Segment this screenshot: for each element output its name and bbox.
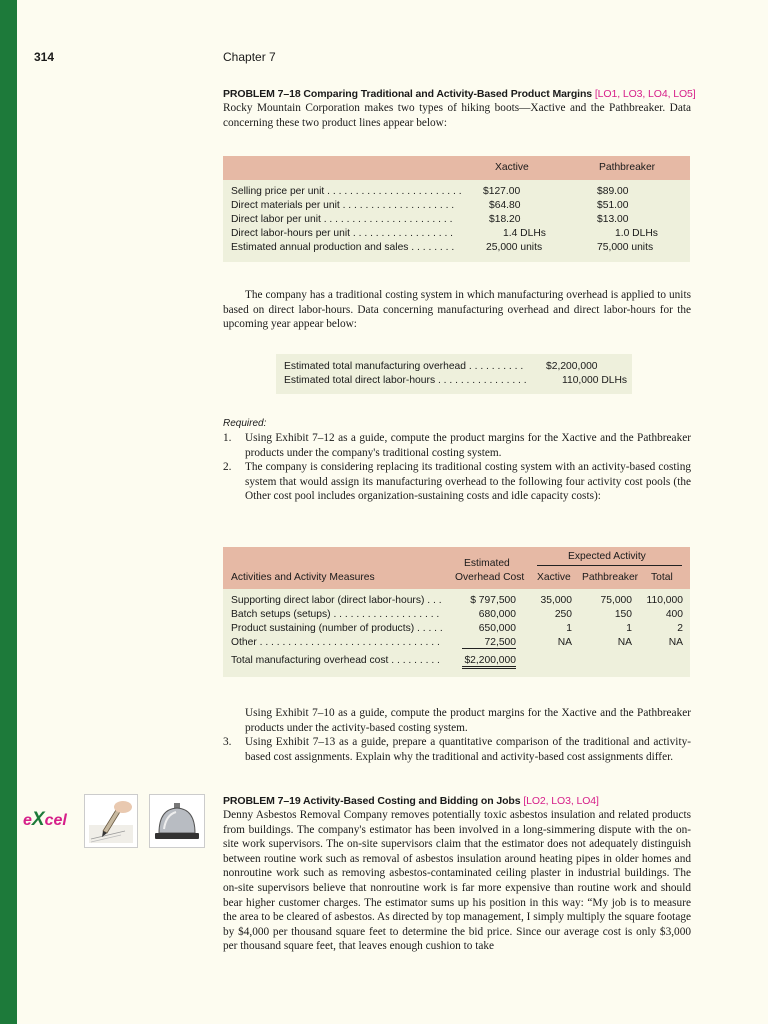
header-expected-activity: Expected Activity [568,551,646,562]
total-activity: 110,000 [646,595,683,606]
problem-19-objectives: [LO2, LO3, LO4] [523,795,599,807]
row-label: Selling price per unit . . . . . . . . . . . . . . . . . . . . . . . . [231,186,462,197]
problem-18-title-text: PROBLEM 7–18 Comparing Traditional and Activity-Based Product Margins [223,88,593,100]
overhead-summary-table [276,354,632,394]
problem-18-intro: Rocky Mountain Corporation makes two types of hiking boots—Xactive and the Pathbreaker. Data concerning these two product lines appear below: [223,102,691,129]
pathbreaker-activity: 150 [614,609,632,620]
row-label: Direct labor-hours per unit . . . . . . . . . . . . . . . . . . [231,228,454,239]
row-label: Estimated total direct labor-hours . . . . . . . . . . . . . . . . [284,375,527,386]
total-activity: NA [668,637,683,648]
pathbreaker-value: 75,000 units [597,242,654,253]
xactive-activity: NA [557,637,572,648]
activity-table-header [223,547,690,589]
excel-logo-x: X [31,809,45,830]
pathbreaker-activity: 1 [626,623,632,634]
required-list-continued [223,706,691,764]
row-label: Estimated total manufacturing overhead . . . . . . . . . . [284,361,524,372]
pen-writing-icon [84,794,138,848]
item-number: 3. [223,736,232,749]
row-label: Direct labor per unit . . . . . . . . . . . . . . . . . . . . . . . [231,214,453,225]
pathbreaker-value: $13.00 [597,214,629,225]
problem-19-title-text: PROBLEM 7–19 Activity-Based Costing and Bidding on Jobs [223,795,521,807]
total-label: Total manufacturing overhead cost . . . . . . . . . [231,655,440,666]
excel-logo [23,809,67,831]
green-margin-bar [0,0,17,1024]
list-item [223,460,691,504]
table-row [231,214,686,228]
total-overhead-cost: $2,200,000 [462,655,516,669]
row-label: Batch setups (setups) . . . . . . . . . . . . . . . . . . . [231,609,440,620]
item-number: 2. [223,461,232,474]
problem-18-objectives: [LO1, LO3, LO4, LO5] [594,88,696,100]
xactive-value: $64.80 [489,200,521,211]
list-item [223,735,691,764]
row-label: Supporting direct labor (direct labor-hours) . . . [231,595,442,606]
overhead-cost: 650,000 [478,623,516,634]
xactive-activity: 250 [554,609,572,620]
xactive-activity: 35,000 [540,595,572,606]
pathbreaker-value: $51.00 [597,200,629,211]
pathbreaker-value: 1.0 DLHs [615,228,658,239]
overhead-cost: $ 797,500 [470,595,516,606]
row-value: 110,000 DLHs [562,375,628,386]
expected-activity-rule [537,565,682,566]
table-row [231,242,686,256]
problem-18-paragraph-2: The company has a traditional costing system in which manufacturing overhead is applied to units based on direct labor-hours. Data concerning manufacturing overhead and direct labor-hours for the upcoming year appear below: [223,289,691,331]
problem-19-title [223,795,599,807]
xactive-value: 25,000 units [486,242,543,253]
xactive-activity: 1 [566,623,572,634]
xactive-value: $18.20 [489,214,521,225]
header-pathbreaker: Pathbreaker [599,162,656,173]
xactive-value: $127.00 [483,186,521,197]
activity-cost-pool-table [223,547,690,677]
excel-logo-e: e [23,812,32,829]
table-row [231,200,686,214]
item-text: Using Exhibit 7–10 as a guide, compute the product margins for the Xactive and the Pathbreaker products under the activity-based costing system. [245,707,691,734]
problem-19-body: Denny Asbestos Removal Company removes potentially toxic asbestos insulation and related products from buildings. The company's estimator has been involved in a long-simmering dispute with the on-site work supervisors. The on-site supervisors claim that the estimator does not adequately distinguish between routine work such as removal of asbestos insulation around heating pipes in older homes and nonroutine work such as removing asbestos-contaminated ceiling plaster in industrial buildings. The on-site supervisors believe that nonroutine work is far more expensive than routine work and should bear higher customer charges. The estimator sums up his position in this way: “My job is to measure the area to be cleared of asbestos. As directed by top management, I simply multiply the square footage by $4,000 per thousand square feet to determine the bid price. Since our average cost is only $3,000 per thousand square feet, that leaves enough cushion to take [223,809,691,953]
chapter-heading: Chapter 7 [223,50,276,64]
header-pathbreaker: Pathbreaker [582,572,639,583]
pathbreaker-activity: 75,000 [600,595,632,606]
pathbreaker-activity: NA [617,637,632,648]
header-xactive: Xactive [537,572,571,583]
list-item [223,431,691,460]
header-estimated: Estimated [464,558,510,569]
list-item [223,706,691,735]
item-number: 1. [223,432,232,444]
product-data-table [223,156,690,262]
overhead-cost: 72,500 [462,637,516,649]
xactive-value: 1.4 DLHs [503,228,546,239]
header-overhead-cost: Overhead Cost [455,572,525,583]
header-activities: Activities and Activity Measures [231,572,375,583]
row-label: Direct materials per unit . . . . . . . . . . . . . . . . . . . . [231,200,455,211]
item-text: Using Exhibit 7–12 as a guide, compute the product margins for the Xactive and the Pathbreaker products under the company's traditional costing system. [245,432,691,459]
page-number: 314 [34,50,55,64]
row-label: Other . . . . . . . . . . . . . . . . . . . . . . . . . . . . . . . . [231,637,440,648]
item-text: Using Exhibit 7–13 as a guide, prepare a quantitative comparison of the traditional and activity-based cost assignments. Explain why the traditional and activity-based cost assignments differ. [245,736,691,763]
product-table-header [223,156,690,180]
row-label: Estimated annual production and sales . . . . . . . . [231,242,455,253]
item-text: The company is considering replacing its traditional costing system with an activity-based costing system that would assign its manufacturing overhead to the following four activity cost pools (the Other cost pool includes organization-sustaining costs and idle capacity costs): [245,461,691,503]
required-label: Required: [223,418,267,429]
header-xactive: Xactive [495,162,529,173]
overhead-cost: 680,000 [478,609,516,620]
service-bell-icon [149,794,205,848]
problem-18-title [223,88,696,100]
row-label: Product sustaining (number of products) . . . . . [231,623,443,634]
excel-logo-cel: cel [44,812,67,829]
pathbreaker-value: $89.00 [597,186,629,197]
total-activity: 400 [665,609,683,620]
header-total: Total [651,572,673,583]
row-value: $2,200,000 [546,361,598,372]
table-row [231,186,686,200]
table-row [231,228,686,242]
required-list [223,431,691,504]
total-activity: 2 [677,623,683,634]
